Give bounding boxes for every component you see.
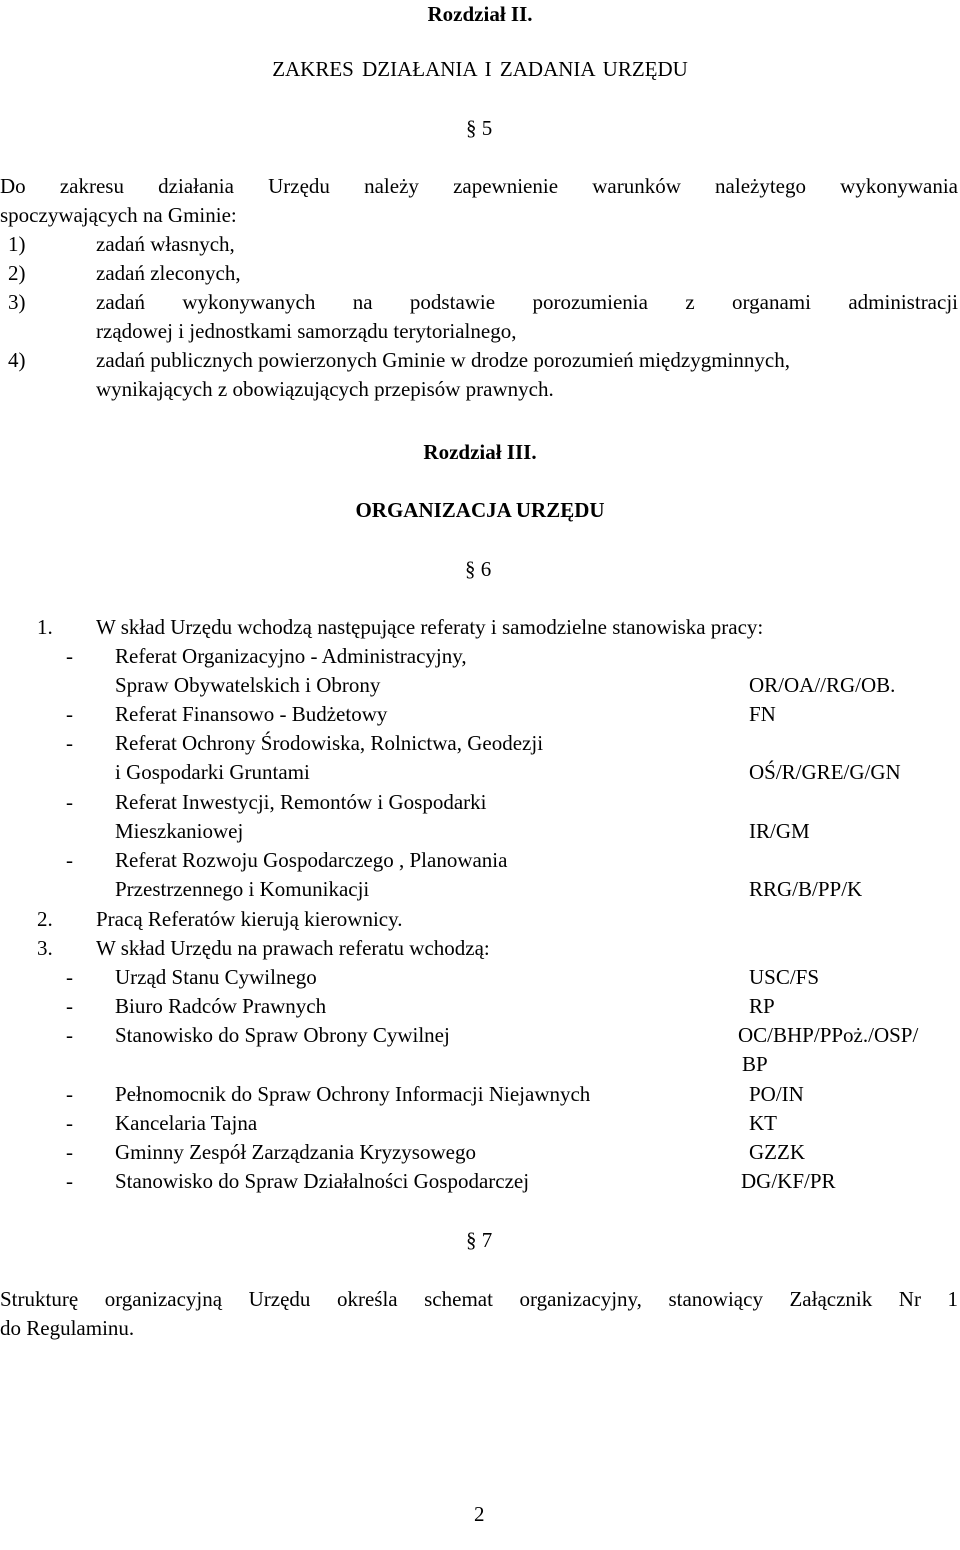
list-dash: -: [66, 644, 73, 668]
referat-name: Referat Finansowo - Budżetowy: [115, 702, 388, 726]
list-dash: -: [66, 1111, 73, 1135]
list-dash: -: [66, 1023, 73, 1047]
unit-name: Stanowisko do Spraw Działalności Gospodarczej: [115, 1169, 530, 1193]
unit-code: RP: [749, 994, 775, 1018]
section-6-heading: § 6: [465, 557, 492, 581]
unit-code: GZZK: [749, 1140, 805, 1164]
list-item-number: 1): [8, 232, 26, 256]
referat-code: IR/GM: [749, 819, 810, 843]
list-item-number: 3): [8, 290, 26, 314]
referat-name: Referat Inwestycji, Remontów i Gospodarki: [115, 790, 487, 814]
referat-code: OR/OA//RG/OB.: [749, 673, 896, 697]
chapter-3-heading: ORGANIZACJA URZĘDU: [355, 498, 605, 522]
unit-name: Biuro Radców Prawnych: [115, 994, 327, 1018]
list-item-text-continued: wynikających z obowiązujących przepisów prawnych.: [96, 377, 554, 401]
unit-code: KT: [749, 1111, 777, 1135]
list-item-text: zadań zleconych,: [96, 261, 241, 285]
referat-code: FN: [749, 702, 776, 726]
unit-name: Pełnomocnik do Spraw Ochrony Informacji Niejawnych: [115, 1082, 591, 1106]
list-item-number: 2): [8, 261, 26, 285]
referat-name: Referat Organizacyjno - Administracyjny,: [115, 644, 467, 668]
list-dash: -: [66, 1082, 73, 1106]
paragraph-text: W skład Urzędu na prawach referatu wchodzą:: [96, 936, 490, 960]
paragraph-number: 2.: [37, 907, 53, 931]
list-item-text: zadań wykonywanych na podstawie porozumienia z organami administracji: [96, 290, 958, 314]
page-number: 2: [474, 1502, 485, 1526]
list-dash: -: [66, 1140, 73, 1164]
unit-code: DG/KF/PR: [741, 1169, 836, 1193]
referat-name-continued: Mieszkaniowej: [115, 819, 244, 843]
list-dash: -: [66, 731, 73, 755]
unit-name: Kancelaria Tajna: [115, 1111, 258, 1135]
unit-code: OC/BHP/PPoż./OSP/: [738, 1023, 919, 1047]
unit-code-continued: BP: [742, 1052, 768, 1076]
list-dash: -: [66, 1169, 73, 1193]
referat-code: RRG/B/PP/K: [749, 877, 863, 901]
intro-line-1: Do zakresu działania Urzędu należy zapewnienie warunków należytego wykonywania: [0, 174, 958, 198]
chapter-2-heading: ZAKRES DZIAŁANIA I ZADANIA URZĘDU: [272, 57, 688, 81]
list-dash: -: [66, 848, 73, 872]
unit-name: Stanowisko do Spraw Obrony Cywilnej: [115, 1023, 450, 1047]
list-item-text: zadań własnych,: [96, 232, 235, 256]
list-dash: -: [66, 965, 73, 989]
referat-name-continued: Spraw Obywatelskich i Obrony: [115, 673, 381, 697]
chapter-3-title: Rozdział III.: [423, 440, 537, 464]
chapter-2-title: Rozdział II.: [427, 2, 533, 26]
final-paragraph-line-1: Strukturę organizacyjną Urzędu określa schemat organizacyjny, stanowiący Załącznik Nr 1: [0, 1287, 958, 1311]
section-5-heading: § 5: [466, 116, 493, 140]
paragraph-number: 3.: [37, 936, 53, 960]
unit-name: Urząd Stanu Cywilnego: [115, 965, 317, 989]
unit-code: USC/FS: [749, 965, 820, 989]
list-dash: -: [66, 702, 73, 726]
list-item-number: 4): [8, 348, 26, 372]
referat-name: Referat Rozwoju Gospodarczego , Planowania: [115, 848, 508, 872]
referat-name: Referat Ochrony Środowiska, Rolnictwa, Geodezji: [115, 731, 544, 755]
referat-name-continued: i Gospodarki Gruntami: [115, 760, 310, 784]
paragraph-number: 1.: [37, 615, 53, 639]
list-dash: -: [66, 790, 73, 814]
referat-name-continued: Przestrzennego i Komunikacji: [115, 877, 370, 901]
list-item-text: zadań publicznych powierzonych Gminie w drodze porozumień międzygminnych,: [96, 348, 790, 372]
final-paragraph-line-2: do Regulaminu.: [0, 1316, 135, 1340]
unit-code: PO/IN: [749, 1082, 804, 1106]
list-dash: -: [66, 994, 73, 1018]
unit-name: Gminny Zespół Zarządzania Kryzysowego: [115, 1140, 476, 1164]
referat-code: OŚ/R/GRE/G/GN: [749, 760, 901, 784]
paragraph-text: W skład Urzędu wchodzą następujące referaty i samodzielne stanowiska pracy:: [96, 615, 764, 639]
paragraph-text: Pracą Referatów kierują kierownicy.: [96, 907, 403, 931]
list-item-text-continued: rządowej i jednostkami samorządu terytorialnego,: [96, 319, 517, 343]
intro-line-2: spoczywających na Gminie:: [0, 203, 237, 227]
section-7-heading: § 7: [466, 1228, 493, 1252]
